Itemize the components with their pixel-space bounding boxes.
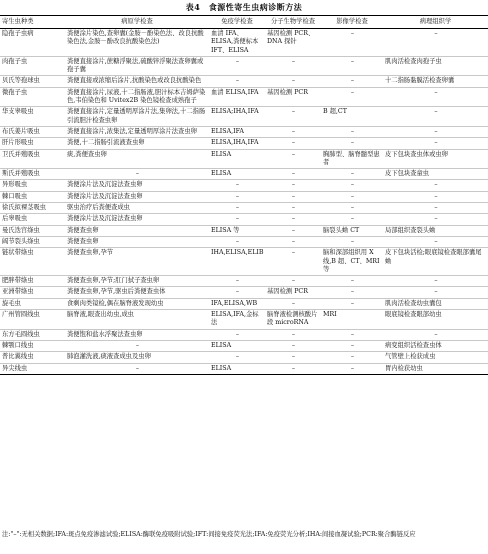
cell-imaging: MRI bbox=[323, 311, 337, 319]
cell-histology: 局部组织查裂头蚴 bbox=[385, 226, 436, 234]
cell-etiology: 粪便查虫卵 bbox=[67, 226, 99, 234]
cell-etiology: 粪便直接涂片,定量透明厚涂片法,集卵法,十二指肠引流胆汁检查虫卵 bbox=[67, 108, 206, 124]
cell-imaging: – bbox=[350, 364, 355, 372]
cell-etiology: 粪便直接或浓缩后涂片,抗酸染色或改良抗酸染色 bbox=[67, 77, 202, 85]
cell-imaging: 胸肺型、脑脊髓型患者 bbox=[323, 150, 380, 166]
cell-immunology: – bbox=[235, 237, 240, 245]
cell-etiology: 食剩肉类镜检,偶在脑脊液发现幼虫 bbox=[67, 299, 164, 307]
cell-molecular: 脑脊液检测核酸片段 microRNA bbox=[267, 311, 318, 327]
table-row bbox=[0, 138, 488, 149]
cell-immunology: ELISA;IHA,IFA bbox=[211, 108, 259, 116]
cell-histology: – bbox=[434, 237, 438, 245]
cell-immunology: – bbox=[235, 204, 240, 212]
cell-molecular: 基因检测 PCR bbox=[267, 88, 308, 96]
cell-etiology: – bbox=[135, 170, 140, 178]
table-row bbox=[0, 169, 488, 180]
cell-histology: 皮下包块活检;眼底镜检查眼部囊尾蚴 bbox=[385, 249, 482, 265]
cell-imaging: B 超,CT bbox=[323, 108, 347, 116]
cell-etiology: 粪便涂片法及沉淀法查虫卵 bbox=[67, 192, 143, 200]
cell-etiology: 肺泡灌洗液,痰液查成虫及虫卵 bbox=[67, 353, 151, 361]
cell-molecular: – bbox=[291, 192, 296, 200]
cell-immunology: – bbox=[235, 288, 240, 296]
cell-etiology: 粪便,十二指肠引流液查虫卵 bbox=[67, 139, 145, 147]
cell-species: 肉孢子虫 bbox=[2, 57, 28, 65]
cell-immunology: 血清 IFA、ELISA,粪便标本 IFT、ELISA bbox=[211, 30, 259, 54]
cell-histology: – bbox=[434, 88, 438, 96]
table-row bbox=[0, 352, 488, 363]
cell-immunology: – bbox=[235, 330, 240, 338]
cell-molecular: – bbox=[291, 108, 296, 116]
cell-imaging: 脑和深部组织用 X 线,B 超、CT、MRI 等 bbox=[323, 249, 380, 273]
cell-molecular: 基因检测 PCR、DNA 探针 bbox=[267, 30, 315, 46]
cell-imaging: – bbox=[350, 30, 355, 37]
cell-species: 曼氏迭宫绦虫 bbox=[2, 226, 40, 234]
cell-imaging: – bbox=[350, 77, 355, 85]
cell-histology: – bbox=[434, 181, 438, 189]
cell-species: 后睾吸虫 bbox=[2, 215, 28, 223]
cell-immunology: – bbox=[235, 57, 240, 65]
cell-imaging: – bbox=[350, 139, 355, 147]
table-row bbox=[0, 29, 488, 57]
cell-etiology: 粪便直接涂片,蔗糖浮聚法,硫酸锌浮聚法查卵囊或孢子囊 bbox=[67, 57, 204, 74]
cell-etiology: 粪便涂片法及沉淀法查虫卵 bbox=[67, 181, 143, 189]
cell-species: 东方毛圆线虫 bbox=[2, 330, 40, 338]
cell-etiology: – bbox=[135, 341, 140, 349]
cell-species: 链状带绦虫 bbox=[2, 249, 34, 257]
cell-molecular: – bbox=[291, 127, 296, 135]
table-body bbox=[0, 29, 488, 375]
cell-molecular: – bbox=[291, 57, 296, 65]
cell-molecular: – bbox=[291, 341, 296, 349]
table-row bbox=[0, 214, 488, 225]
table-row bbox=[0, 87, 488, 107]
cell-molecular: – bbox=[291, 353, 296, 361]
cell-etiology: 粪便直接涂片,浓集法,定量透明厚涂片法查虫卵 bbox=[67, 127, 197, 135]
cell-species: 异尖线虫 bbox=[2, 364, 28, 372]
cell-species: 棘颚口线虫 bbox=[2, 341, 34, 349]
cell-histology: 气管壁上检获成虫 bbox=[385, 353, 436, 361]
cell-etiology: 脑脊液,眼查出幼虫,成虫 bbox=[67, 311, 134, 319]
table-footnote: 注:"–":无相关数据;IFA:斑点免疫渗滤试验;ELISA:酶联免疫吸附试验;IFT:间接免疫荧光法;IFA:免疫荧光分析;IHA:间接血凝试验;PCR:聚合酶链反应 bbox=[2, 531, 416, 538]
cell-histology: – bbox=[434, 127, 438, 135]
cell-histology: – bbox=[434, 330, 438, 338]
cell-species: 亚洲带绦虫 bbox=[2, 288, 34, 296]
cell-immunology: 血清 ELISA,IFA bbox=[211, 88, 259, 96]
cell-imaging: – bbox=[350, 204, 355, 212]
cell-immunology: – bbox=[235, 192, 240, 200]
table-row bbox=[0, 340, 488, 351]
cell-imaging: – bbox=[350, 192, 355, 200]
cell-molecular: – bbox=[291, 181, 296, 189]
cell-histology: 胃内检获幼虫 bbox=[385, 364, 423, 372]
cell-species: 棘口吸虫 bbox=[2, 192, 28, 200]
cell-histology: 十二指肠黏膜活检查卵囊 bbox=[385, 77, 455, 85]
cell-immunology: ELISA,IFA,金标法 bbox=[211, 311, 259, 327]
cell-histology: – bbox=[434, 192, 438, 200]
cell-histology: 眼底镜检查眼部幼虫 bbox=[385, 311, 442, 319]
cell-etiology: 驱虫治疗后粪便查成虫 bbox=[67, 204, 130, 212]
cell-etiology: 粪便查虫卵 bbox=[67, 237, 99, 245]
cell-species: 微孢子虫 bbox=[2, 88, 28, 96]
cell-immunology: ELISA bbox=[211, 341, 232, 349]
cell-molecular: 基因检测 PCR bbox=[267, 288, 308, 296]
cell-species: 阔节裂头绦虫 bbox=[2, 237, 40, 245]
cell-species: 肝片形吸虫 bbox=[2, 139, 34, 147]
cell-immunology: ELISA bbox=[211, 150, 232, 158]
cell-histology: – bbox=[434, 204, 438, 212]
cell-molecular: – bbox=[291, 249, 296, 257]
cell-molecular: – bbox=[291, 330, 296, 338]
cell-immunology: IFA,ELISA,WB bbox=[211, 299, 258, 307]
cell-imaging: – bbox=[350, 277, 355, 285]
cell-molecular: – bbox=[291, 237, 296, 245]
table-row bbox=[0, 287, 488, 298]
cell-species: 布氏姜片吸虫 bbox=[2, 127, 40, 135]
cell-etiology: 粪便直接涂片,尿液,十二指肠液,胆汁标本吉姆萨染色,韦伯染色和 Uvitex2B 染色镜检查成熟孢子 bbox=[67, 88, 206, 105]
cell-etiology: 痰,粪便查虫卵 bbox=[67, 150, 107, 158]
cell-species: 隐孢子虫病 bbox=[2, 30, 34, 37]
cell-species: 斯氏并殖吸虫 bbox=[2, 170, 40, 178]
cell-histology: – bbox=[434, 215, 438, 223]
table-header-row bbox=[0, 16, 488, 29]
cell-species: 异形吸虫 bbox=[2, 181, 28, 189]
cell-imaging: – bbox=[350, 181, 355, 189]
cell-etiology: 粪便查虫卵,孕节;肛门拭子查虫卵 bbox=[67, 277, 160, 285]
cell-molecular: – bbox=[291, 150, 296, 158]
cell-species: 广州管圆线虫 bbox=[2, 311, 40, 319]
table-row bbox=[0, 203, 488, 214]
cell-immunology: – bbox=[235, 77, 240, 85]
cell-species: 徐氏拟裸茎吸虫 bbox=[2, 204, 47, 212]
cell-species: 贝氏等孢球虫 bbox=[2, 77, 40, 85]
table-row bbox=[0, 56, 488, 76]
cell-imaging: – bbox=[350, 341, 355, 349]
table-row bbox=[0, 149, 488, 169]
cell-imaging: – bbox=[350, 170, 355, 178]
table-row bbox=[0, 329, 488, 340]
table-row bbox=[0, 225, 488, 236]
cell-histology: – bbox=[434, 288, 438, 296]
cell-imaging: – bbox=[350, 237, 355, 245]
cell-molecular: – bbox=[291, 226, 296, 234]
table-title: 表4 食源性寄生虫病诊断方法 bbox=[185, 2, 303, 12]
cell-molecular: – bbox=[291, 277, 296, 285]
table-row bbox=[0, 126, 488, 137]
header-etiology: 病原学检查 bbox=[121, 17, 153, 25]
table-row bbox=[0, 298, 488, 309]
cell-imaging: – bbox=[350, 57, 355, 65]
cell-imaging: – bbox=[350, 299, 355, 307]
cell-etiology: – bbox=[135, 364, 140, 372]
cell-immunology: ELISA bbox=[211, 364, 232, 372]
cell-species: 旋毛虫 bbox=[2, 299, 21, 307]
cell-imaging: – bbox=[350, 127, 355, 135]
cell-immunology: – bbox=[235, 181, 240, 189]
cell-species: 普比翼线虫 bbox=[2, 353, 34, 361]
cell-imaging: 脑裂头蚴 CT bbox=[323, 226, 360, 234]
cell-molecular: – bbox=[291, 204, 296, 212]
cell-histology: – bbox=[434, 108, 438, 116]
cell-imaging: – bbox=[350, 215, 355, 223]
header-immunology: 免疫学检查 bbox=[221, 17, 253, 25]
table-row bbox=[0, 107, 488, 127]
cell-histology: 肌肉活检查肉孢子虫 bbox=[385, 57, 442, 65]
cell-imaging: – bbox=[350, 330, 355, 338]
cell-immunology: ELISA bbox=[211, 170, 232, 178]
cell-molecular: – bbox=[291, 170, 296, 178]
table-row bbox=[0, 236, 488, 247]
table-row bbox=[0, 180, 488, 191]
cell-etiology: 粪便饱和盐水浮聚法查虫卵 bbox=[67, 330, 143, 338]
table-row bbox=[0, 276, 488, 287]
cell-imaging: – bbox=[350, 353, 355, 361]
table-row bbox=[0, 76, 488, 87]
header-molecular: 分子生物学检查 bbox=[270, 17, 316, 25]
cell-species: 肥胖带绦虫 bbox=[2, 277, 34, 285]
cell-immunology: ELISA,IHA,IFA bbox=[211, 139, 259, 147]
cell-molecular: – bbox=[291, 77, 296, 85]
cell-histology: – bbox=[434, 277, 438, 285]
cell-species: 卫氏并殖吸虫 bbox=[2, 150, 40, 158]
header-imaging: 影像学检查 bbox=[336, 17, 368, 25]
cell-immunology: IHA,ELISA,ELIB bbox=[211, 249, 264, 257]
diagnosis-table bbox=[0, 15, 488, 375]
cell-imaging: – bbox=[350, 88, 355, 96]
header-histology: 病理组织学 bbox=[419, 17, 452, 25]
cell-molecular: – bbox=[291, 364, 296, 372]
cell-species: 华支睾吸虫 bbox=[2, 108, 34, 116]
cell-immunology: – bbox=[235, 215, 240, 223]
table-row bbox=[0, 310, 488, 330]
cell-etiology: 粪便涂片染色,查卵囊(金胺－酚染色法、改良抗酸染色法,金胺－酚改良抗酸染色法) bbox=[67, 30, 204, 46]
cell-immunology: – bbox=[235, 353, 240, 361]
cell-histology: 皮下包块查虫体或虫卵 bbox=[385, 150, 448, 158]
cell-immunology: – bbox=[235, 277, 240, 285]
cell-etiology: 粪便查虫卵,孕节,驱虫后粪便查虫体 bbox=[67, 288, 166, 296]
table-row bbox=[0, 191, 488, 202]
cell-etiology: 粪便查虫卵,孕节 bbox=[67, 249, 114, 257]
table-row bbox=[0, 363, 488, 374]
cell-histology: – bbox=[434, 139, 438, 147]
cell-immunology: ELISA,IFA bbox=[211, 127, 244, 135]
cell-immunology: ELISA 等 bbox=[211, 226, 240, 234]
header-species: 寄生虫种类 bbox=[2, 17, 34, 25]
cell-histology: 肌肉活检查幼虫囊包 bbox=[385, 299, 442, 307]
cell-etiology: 粪便涂片法及沉淀法查虫卵 bbox=[67, 215, 143, 223]
cell-molecular: – bbox=[291, 299, 296, 307]
cell-histology: 病变组织活检查虫体 bbox=[385, 341, 442, 349]
cell-molecular: – bbox=[291, 139, 296, 147]
cell-imaging: – bbox=[350, 288, 355, 296]
table-row bbox=[0, 248, 488, 276]
cell-histology: 皮下包块查童虫 bbox=[385, 170, 430, 178]
cell-histology: – bbox=[434, 30, 438, 37]
cell-molecular: – bbox=[291, 215, 296, 223]
